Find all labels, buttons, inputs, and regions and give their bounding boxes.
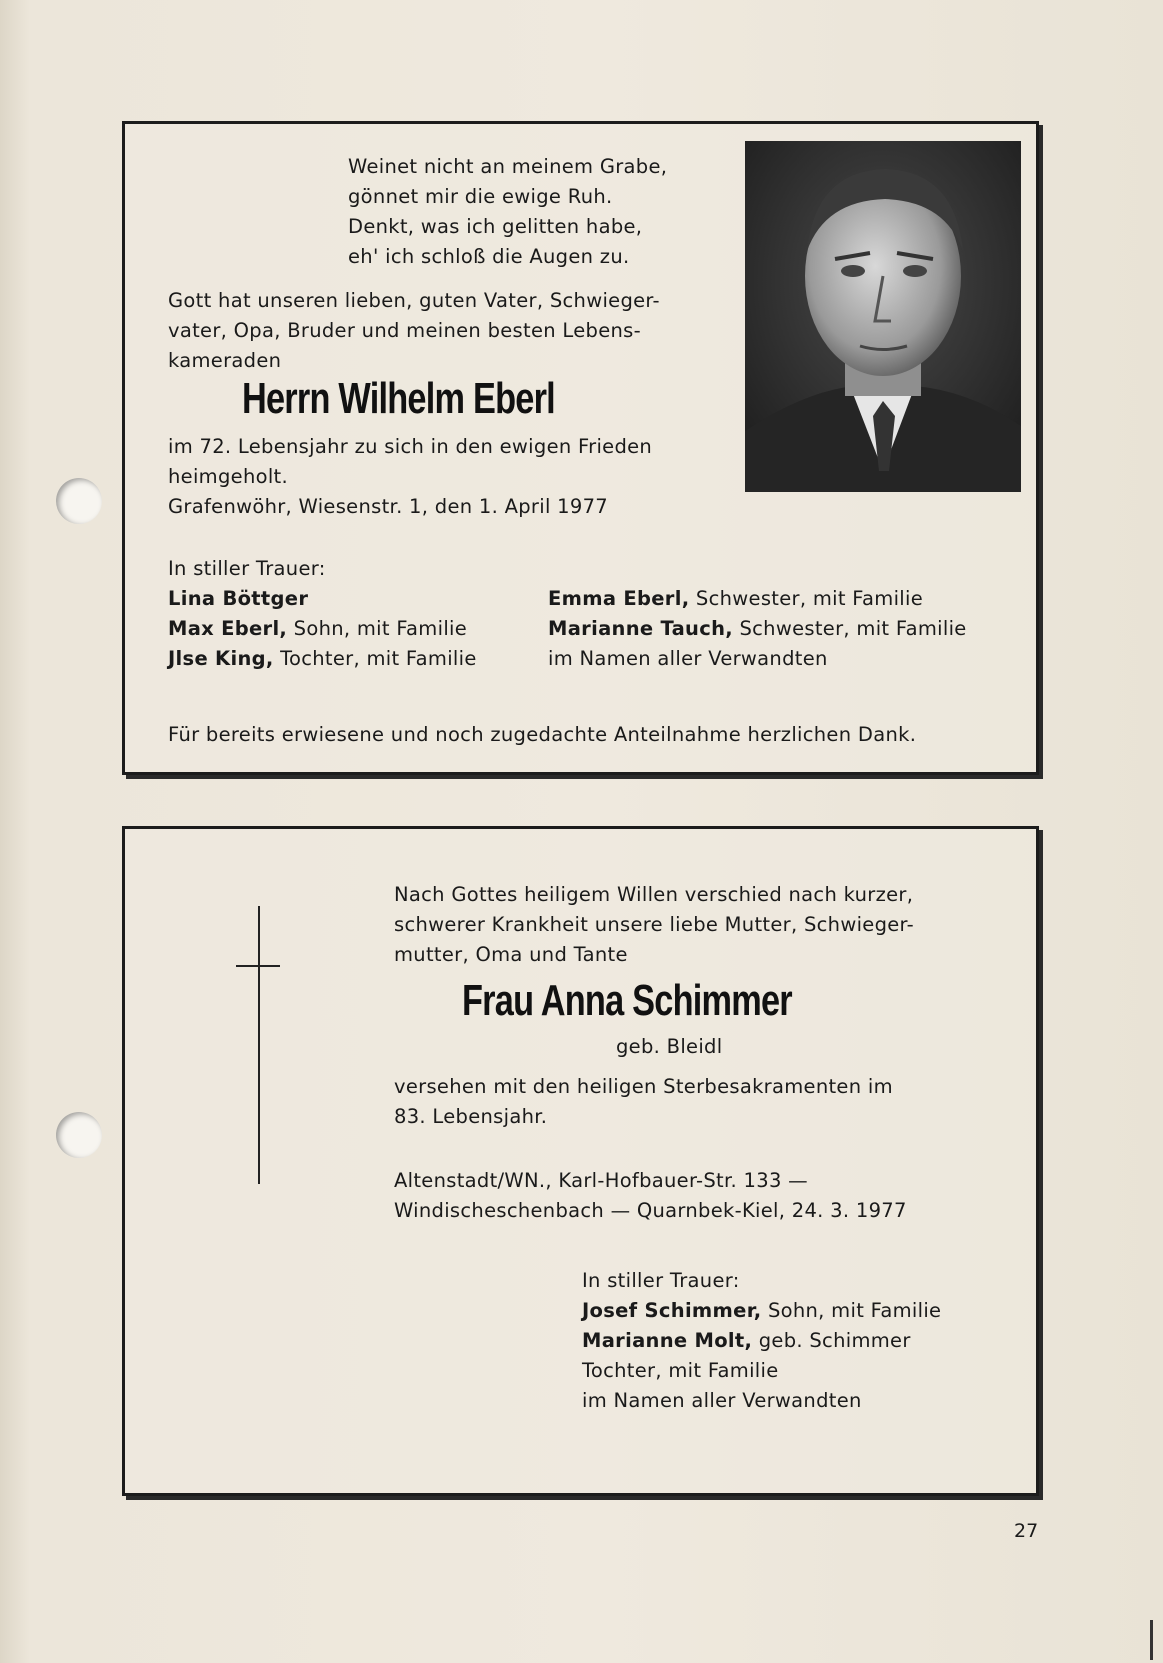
mourner2-2: Marianne Molt, geb. Schimmer — [582, 1329, 911, 1352]
place-date: Grafenwöhr, Wiesenstr. 1, den 1. April 1977 — [168, 495, 608, 518]
mourner-left-1: Lina Böttger — [168, 587, 309, 610]
mourner-left-2: Max Eberl, Sohn, mit Familie — [168, 617, 468, 640]
mourner2-4: im Namen aller Verwandten — [582, 1389, 862, 1412]
sacraments-line-2: 83. Lebensjahr. — [394, 1105, 548, 1128]
deceased-name: Herrn Wilhelm Eberl — [242, 374, 555, 423]
cross-symbol-horizontal — [236, 965, 280, 967]
portrait-photo — [745, 141, 1021, 492]
mourning-label-2: In stiller Trauer: — [582, 1269, 740, 1292]
intro2-line-2: schwerer Krankheit unsere liebe Mutter, Schwieger- — [394, 913, 914, 936]
sacraments-line-1: versehen mit den heiligen Sterbesakramenten im — [394, 1075, 893, 1098]
mourner-right-2: Marianne Tauch, Schwester, mit Familie — [548, 617, 967, 640]
mourner2-3: Tochter, mit Familie — [582, 1359, 779, 1382]
deceased-name-2: Frau Anna Schimmer — [462, 976, 792, 1025]
mourning-label: In stiller Trauer: — [168, 557, 326, 580]
intro-line-1: Gott hat unseren lieben, guten Vater, Schwieger- — [168, 289, 660, 312]
intro-line-2: vater, Opa, Bruder und meinen besten Lebens- — [168, 319, 641, 342]
intro2-line-1: Nach Gottes heiligem Willen verschied nach kurzer, — [394, 883, 914, 906]
maiden-name: geb. Bleidl — [616, 1035, 723, 1058]
places-line-2: Windischeschenbach — Quarnbek-Kiel, 24. 3. 1977 — [394, 1199, 907, 1222]
after-line-1: im 72. Lebensjahr zu sich in den ewigen Frieden — [168, 435, 653, 458]
mourner-right-3: im Namen aller Verwandten — [548, 647, 828, 670]
mourner2-1: Josef Schimmer, Sohn, mit Familie — [582, 1299, 942, 1322]
poem-line-2: gönnet mir die ewige Ruh. — [348, 185, 613, 208]
intro2-line-3: mutter, Oma und Tante — [394, 943, 628, 966]
poem-line-3: Denkt, was ich gelitten habe, — [348, 215, 643, 238]
places-line-1: Altenstadt/WN., Karl-Hofbauer-Str. 133 — — [394, 1169, 808, 1192]
page-number: 27 — [1014, 1520, 1039, 1542]
punch-hole-top — [56, 478, 102, 524]
poem-line-4: eh' ich schloß die Augen zu. — [348, 245, 630, 268]
cross-symbol-vertical — [258, 906, 260, 1184]
poem-line-1: Weinet nicht an meinem Grabe, — [348, 155, 668, 178]
after-line-2: heimgeholt. — [168, 465, 288, 488]
mourner-left-3: Jlse King, Tochter, mit Familie — [168, 647, 477, 670]
edge-mark — [1150, 1620, 1153, 1660]
thanks-line: Für bereits erwiesene und noch zugedachte Anteilnahme herzlichen Dank. — [168, 723, 917, 746]
intro-line-3: kameraden — [168, 349, 282, 372]
mourner-right-1: Emma Eberl, Schwester, mit Familie — [548, 587, 924, 610]
portrait-image — [745, 141, 1021, 492]
punch-hole-bottom — [56, 1112, 102, 1158]
